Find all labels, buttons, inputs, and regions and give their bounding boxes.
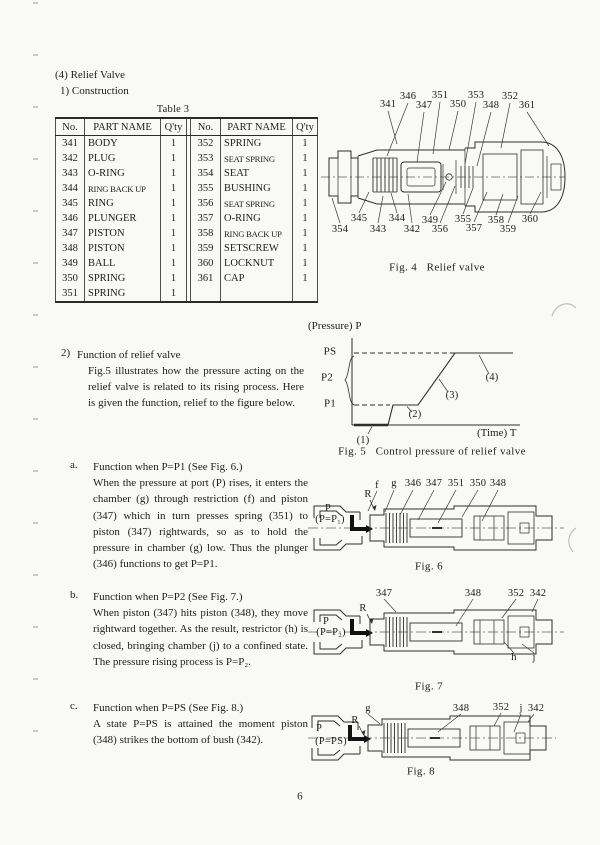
fig5-tick-ps: PS <box>323 345 337 358</box>
cell-qty: 1 <box>161 196 187 211</box>
table-row <box>56 181 318 196</box>
page-number: 6 <box>297 790 303 803</box>
fig5-x-axis-label: (Time) T <box>477 427 517 439</box>
fig8-label: 348 <box>452 702 470 714</box>
table-row <box>56 241 318 256</box>
fig7-label: j <box>532 651 536 663</box>
cell-qty: 1 <box>293 196 318 211</box>
fig8-r-label: R <box>351 714 359 726</box>
fig7-label: 347 <box>375 587 393 599</box>
cell-no: 347 <box>56 226 85 241</box>
column-header: PART NAME <box>85 118 161 136</box>
fig7-r-label: R <box>359 602 367 614</box>
cell-no: 359 <box>191 241 221 256</box>
fig5-point-label: (2) <box>408 408 422 420</box>
fig4-callout: 344 <box>388 212 406 224</box>
fig5-tick-p1: P1 <box>323 397 337 410</box>
fig6-label: 347 <box>425 477 443 489</box>
cell-no: 357 <box>191 211 221 226</box>
p2-brace <box>345 356 354 405</box>
cell-part-name: PISTON <box>85 226 161 241</box>
fig6-label: f <box>375 479 379 491</box>
fig8-label: 352 <box>492 701 510 713</box>
cell-qty: 1 <box>161 271 187 286</box>
sec2-block <box>77 347 305 363</box>
fig7-label: 348 <box>464 587 482 599</box>
cell-no: 344 <box>56 181 85 196</box>
table-row <box>56 226 318 241</box>
fig6-label: 346 <box>404 477 422 489</box>
table-row <box>56 166 318 181</box>
table-row <box>56 211 318 226</box>
cell-no: 355 <box>191 181 221 196</box>
cell-qty: 1 <box>293 226 318 241</box>
fig8-label: 342 <box>527 702 545 714</box>
fig4-callout: 347 <box>415 99 433 111</box>
cell-part-name: BODY <box>85 136 161 152</box>
item-c-heading: Function when P=PS (See Fig. 8.) <box>93 702 244 714</box>
fig6-r-label: R <box>364 488 372 500</box>
cell-qty: 1 <box>161 256 187 271</box>
fig4-caption: Fig. 4 Relief valve <box>389 261 485 274</box>
item-a-block <box>93 459 308 572</box>
cell-qty: 1 <box>161 286 187 302</box>
table-header-row <box>56 118 318 136</box>
fig4-callout: 359 <box>499 223 517 235</box>
fig8-caption: Fig. 8 <box>406 765 436 778</box>
fig6-port-state: (P=P₁) <box>315 513 345 525</box>
cell-qty: 1 <box>293 136 318 152</box>
cell-qty <box>293 286 318 302</box>
fig7-port-label: P <box>322 615 330 627</box>
column-header: No. <box>191 118 221 136</box>
cell-qty: 1 <box>293 241 318 256</box>
fig4-callout: 351 <box>431 89 449 101</box>
fig4-callout: 356 <box>431 223 449 235</box>
fig4-callout: 348 <box>482 99 500 111</box>
fig6-label: 350 <box>469 477 487 489</box>
cell-no: 342 <box>56 151 85 166</box>
cell-part-name: SEAT SPRING <box>221 196 293 211</box>
table-row <box>56 271 318 286</box>
cell-no: 354 <box>191 166 221 181</box>
table-title: Table 3 <box>156 103 190 115</box>
sec2-heading: Function of relief valve <box>77 349 181 361</box>
cell-no: 361 <box>191 271 221 286</box>
item-c-body: A state P=PS is attained the moment piston (348) strikes the bottom of bush (342). <box>93 718 308 747</box>
cell-no: 345 <box>56 196 85 211</box>
cell-qty: 1 <box>161 136 187 152</box>
cell-part-name: RING BACK UP <box>221 226 293 241</box>
cell-no: 350 <box>56 271 85 286</box>
item-b-marker: b. <box>70 589 79 601</box>
fig5-graph <box>308 322 570 440</box>
scan-artifact <box>550 298 578 320</box>
fig5-caption: Fig. 5 Control pressure of relief valve <box>338 445 526 458</box>
parts-table <box>55 117 318 303</box>
fig6-label: 351 <box>447 477 465 489</box>
table-row <box>56 256 318 271</box>
fig5-point-label: (3) <box>445 389 459 401</box>
cell-part-name: SPRING <box>221 136 293 152</box>
fig4-callout: 343 <box>369 223 387 235</box>
cell-part-name <box>221 286 293 302</box>
fig8-label: j <box>519 702 523 714</box>
column-header: Q'ty <box>293 118 318 136</box>
section-title: (4) Relief Valve <box>55 69 126 81</box>
item-a-heading: Function when P=P1 (See Fig. 6.) <box>93 461 243 473</box>
cell-part-name: CAP <box>221 271 293 286</box>
item-b-heading: Function when P=P2 (See Fig. 7.) <box>93 591 243 603</box>
fig4-callout: 358 <box>487 214 505 226</box>
cell-qty: 1 <box>293 181 318 196</box>
cell-part-name: PLUNGER <box>85 211 161 226</box>
fig7-label: h <box>511 651 517 663</box>
cell-no: 352 <box>191 136 221 152</box>
cell-part-name: SPRING <box>85 271 161 286</box>
fig4-callout: 352 <box>501 90 519 102</box>
table-row <box>56 136 318 152</box>
table-row <box>56 286 318 302</box>
cell-part-name: O-RING <box>221 211 293 226</box>
fig7-port-state: (P=P₂) <box>316 626 346 638</box>
fig4-callout: 355 <box>454 213 472 225</box>
fig7-label: 352 <box>507 587 525 599</box>
item-c-block <box>93 700 308 749</box>
cell-qty: 1 <box>293 211 318 226</box>
column-header: No. <box>56 118 85 136</box>
fig4-callout: 350 <box>449 98 467 110</box>
cell-qty: 1 <box>293 256 318 271</box>
fig6-label: 348 <box>489 477 507 489</box>
cell-part-name: BUSHING <box>221 181 293 196</box>
cell-no: 353 <box>191 151 221 166</box>
fig4-callout: 342 <box>403 223 421 235</box>
cell-qty: 1 <box>161 166 187 181</box>
fig4-callout: 360 <box>521 213 539 225</box>
subsection-title: 1) Construction <box>60 85 129 97</box>
fig4-callout: 346 <box>399 90 417 102</box>
cell-part-name: RING <box>85 196 161 211</box>
fig8-port-state: (P=PS) <box>315 735 347 747</box>
cell-qty: 1 <box>293 271 318 286</box>
cell-part-name: O-RING <box>85 166 161 181</box>
fig5-point-label: (4) <box>485 371 499 383</box>
fig6-caption: Fig. 6 <box>414 560 444 573</box>
cell-part-name: SETSCREW <box>221 241 293 256</box>
fig4-callout: 357 <box>465 222 483 234</box>
fig5-tick-p2: P2 <box>320 371 334 384</box>
cell-part-name: PLUG <box>85 151 161 166</box>
cell-no: 341 <box>56 136 85 152</box>
fig4-callout: 349 <box>421 214 439 226</box>
scan-margin-marks <box>33 2 38 760</box>
fig8-label: g <box>365 702 371 714</box>
fig4-callout: 341 <box>379 98 397 110</box>
fig7-label: 342 <box>529 587 547 599</box>
item-a-body: When the pressure at port (P) rises, it enters the chamber (g) through restriction (f) and piston (347) which in turn presses spring (351) to piston (347) rightwards, so as to hold the pressure in chamber (g) low. Thus the plunger (346) functions to get P=P1. <box>93 477 308 571</box>
fig4-callout: 361 <box>518 99 536 111</box>
fig4-callout: 353 <box>467 89 485 101</box>
cell-qty: 1 <box>161 211 187 226</box>
cell-no <box>191 286 221 302</box>
fig5-point-label: (1) <box>356 434 370 446</box>
item-c-marker: c. <box>70 700 78 712</box>
table-row <box>56 151 318 166</box>
column-header: PART NAME <box>221 118 293 136</box>
cell-qty: 1 <box>293 166 318 181</box>
fig7-caption: Fig. 7 <box>414 680 444 693</box>
fig6-drawing <box>306 478 570 562</box>
cell-qty: 1 <box>161 226 187 241</box>
cell-part-name: LOCKNUT <box>221 256 293 271</box>
sec2-body: Fig.5 illustrates how the pressure acting on the relief valve is related to its rising process. Here is given the function, relief to the figure below. <box>88 365 304 410</box>
cell-qty: 1 <box>161 181 187 196</box>
cell-no: 356 <box>191 196 221 211</box>
cell-qty: 1 <box>293 151 318 166</box>
table-row <box>56 196 318 211</box>
cell-no: 358 <box>191 226 221 241</box>
cell-qty: 1 <box>161 151 187 166</box>
cell-part-name: SPRING <box>85 286 161 302</box>
fig6-label: g <box>391 477 397 489</box>
item-b-body: When piston (347) hits piston (348), they move rightward together. As the result, restrictor (h) is closed, bringing chamber (j) to a confined state. The pressure rising process is P=P₂. <box>93 607 308 668</box>
cell-no: 346 <box>56 211 85 226</box>
fig4-callout: 354 <box>331 223 349 235</box>
sec2-marker: 2) <box>61 347 71 359</box>
fig6-port-label: P <box>324 502 332 514</box>
cell-part-name: PISTON <box>85 241 161 256</box>
item-b-block <box>93 589 308 670</box>
item-a-marker: a. <box>70 459 78 471</box>
cell-part-name: SEAT <box>221 166 293 181</box>
cell-part-name: SEAT SPRING <box>221 151 293 166</box>
cell-part-name: RING BACK UP <box>85 181 161 196</box>
cell-no: 360 <box>191 256 221 271</box>
cell-part-name: BALL <box>85 256 161 271</box>
cell-no: 348 <box>56 241 85 256</box>
fig5-y-axis-label: (Pressure) P <box>308 320 362 332</box>
cell-no: 349 <box>56 256 85 271</box>
cell-qty: 1 <box>161 241 187 256</box>
cell-no: 343 <box>56 166 85 181</box>
fig8-port-label: P <box>315 722 323 734</box>
fig4-callout: 345 <box>350 212 368 224</box>
scan-artifact <box>564 526 580 554</box>
column-header: Q'ty <box>161 118 187 136</box>
cell-no: 351 <box>56 286 85 302</box>
